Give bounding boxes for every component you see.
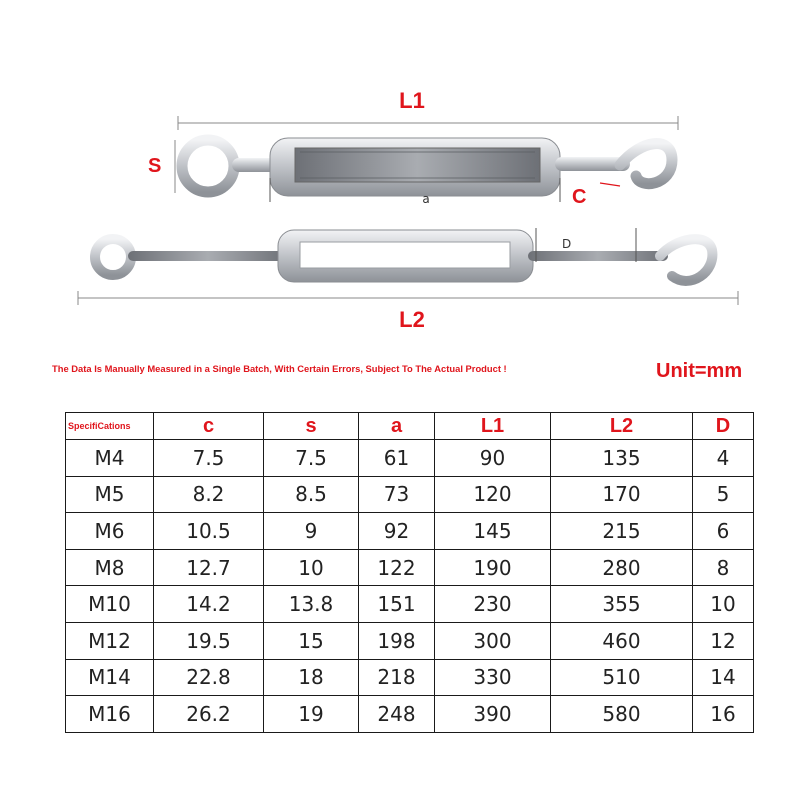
cell-s: 13.8: [264, 586, 359, 623]
cell-spec: M5: [66, 476, 154, 513]
cell-L2: 135: [551, 440, 693, 477]
header-L2: L2: [551, 413, 693, 440]
cell-a: 248: [359, 696, 435, 733]
cell-s: 19: [264, 696, 359, 733]
cell-a: 92: [359, 513, 435, 550]
cell-L1: 230: [435, 586, 551, 623]
header-L1: L1: [435, 413, 551, 440]
cell-spec: M4: [66, 440, 154, 477]
header-s: s: [264, 413, 359, 440]
measurement-note: The Data Is Manually Measured in a Single Batch, With Certain Errors, Subject To The Actual Product !: [52, 363, 507, 374]
cell-s: 9: [264, 513, 359, 550]
table-header-row: [66, 413, 754, 440]
cell-D: 16: [693, 696, 754, 733]
cell-L1: 145: [435, 513, 551, 550]
header-a: a: [359, 413, 435, 440]
cell-s: 18: [264, 659, 359, 696]
cell-spec: M6: [66, 513, 154, 550]
cell-D: 10: [693, 586, 754, 623]
cell-c: 14.2: [154, 586, 264, 623]
cell-L2: 580: [551, 696, 693, 733]
cell-c: 7.5: [154, 440, 264, 477]
cell-L2: 355: [551, 586, 693, 623]
cell-c: 8.2: [154, 476, 264, 513]
cell-s: 15: [264, 622, 359, 659]
cell-D: 14: [693, 659, 754, 696]
cell-L1: 90: [435, 440, 551, 477]
cell-c: 26.2: [154, 696, 264, 733]
cell-L1: 120: [435, 476, 551, 513]
cell-a: 122: [359, 549, 435, 586]
table-row: [66, 696, 754, 733]
label-L2: L2: [399, 307, 425, 332]
cell-spec: M12: [66, 622, 154, 659]
cell-L1: 300: [435, 622, 551, 659]
eye-end-top: [182, 140, 234, 192]
label-a: a: [422, 192, 430, 206]
table-row: [66, 549, 754, 586]
turnbuckle-diagram: [0, 0, 800, 345]
table-row: [66, 476, 754, 513]
header-specifications: SpecifiCations: [66, 413, 154, 440]
turnbuckle-bottom: [78, 228, 738, 332]
cell-L2: 280: [551, 549, 693, 586]
cell-D: 5: [693, 476, 754, 513]
spec-table: [65, 412, 754, 733]
cell-a: 61: [359, 440, 435, 477]
cell-D: 8: [693, 549, 754, 586]
cell-L2: 460: [551, 622, 693, 659]
cell-spec: M8: [66, 549, 154, 586]
table-row: [66, 513, 754, 550]
cell-a: 151: [359, 586, 435, 623]
eye-end-bottom: [95, 239, 131, 275]
cell-s: 7.5: [264, 440, 359, 477]
cell-c: 10.5: [154, 513, 264, 550]
cell-L2: 170: [551, 476, 693, 513]
table-row: [66, 586, 754, 623]
table-row: [66, 659, 754, 696]
cell-c: 22.8: [154, 659, 264, 696]
unit-label: Unit=mm: [656, 360, 743, 382]
table-row: [66, 440, 754, 477]
cell-L1: 190: [435, 549, 551, 586]
hook-end-top: [620, 144, 672, 184]
cell-spec: M16: [66, 696, 154, 733]
cell-c: 12.7: [154, 549, 264, 586]
header-c: c: [154, 413, 264, 440]
turnbuckle-top: [148, 88, 678, 208]
header-D: D: [693, 413, 754, 440]
cell-D: 6: [693, 513, 754, 550]
cell-a: 218: [359, 659, 435, 696]
cell-L1: 330: [435, 659, 551, 696]
table-row: [66, 622, 754, 659]
label-L1: L1: [399, 88, 425, 113]
cell-D: 4: [693, 440, 754, 477]
cell-c: 19.5: [154, 622, 264, 659]
cell-spec: M10: [66, 586, 154, 623]
cell-s: 8.5: [264, 476, 359, 513]
cell-a: 73: [359, 476, 435, 513]
cell-L2: 510: [551, 659, 693, 696]
cell-L1: 390: [435, 696, 551, 733]
label-D: D: [562, 237, 572, 251]
cell-D: 12: [693, 622, 754, 659]
label-C: C: [572, 186, 587, 208]
cell-L2: 215: [551, 513, 693, 550]
label-S: S: [148, 155, 162, 177]
cell-spec: M14: [66, 659, 154, 696]
cell-s: 10: [264, 549, 359, 586]
hook-end-bottom: [660, 239, 712, 281]
cell-a: 198: [359, 622, 435, 659]
